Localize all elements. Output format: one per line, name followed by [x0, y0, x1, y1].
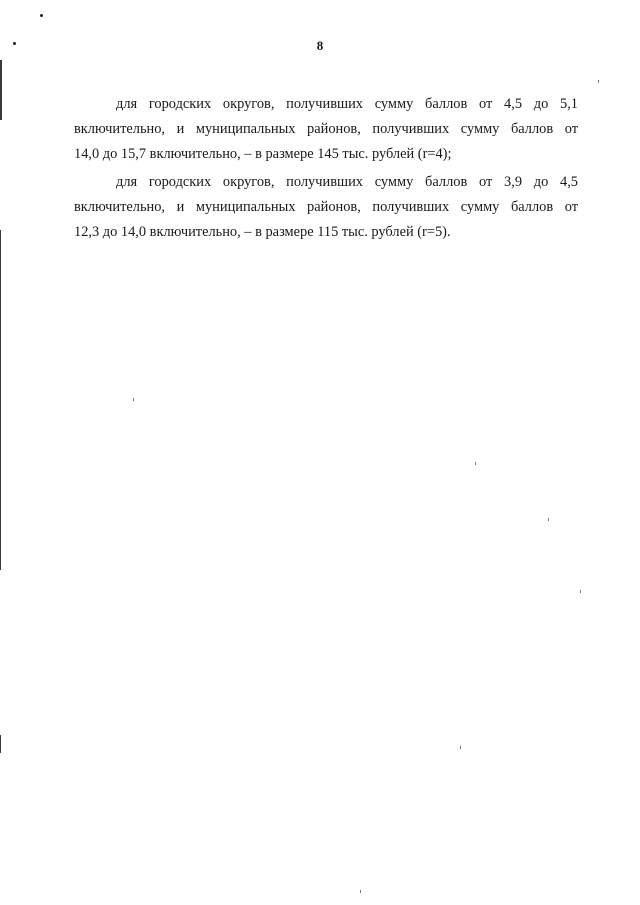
paragraph	[74, 170, 578, 245]
paragraph-line: 14,0 до 15,7 включительно, – в размере 145 тыс. рублей (r=4);	[74, 146, 452, 162]
scan-speck	[360, 890, 361, 893]
scan-margin-mark	[0, 60, 2, 120]
scan-speck	[548, 518, 549, 521]
paragraph	[74, 92, 578, 167]
scan-margin-mark	[0, 735, 1, 753]
scan-speck	[598, 80, 599, 83]
scan-speck	[460, 746, 461, 749]
scan-margin-mark	[0, 230, 1, 570]
paragraph-line: включительно, и муниципальных районов, получивших сумму баллов от	[74, 121, 578, 137]
paragraph-line: для городских округов, получивших сумму баллов от 3,9 до 4,5	[116, 174, 578, 190]
scan-speck	[133, 398, 134, 401]
scan-dot	[40, 14, 43, 17]
page-number: 8	[316, 38, 324, 53]
paragraph-line: 12,3 до 14,0 включительно, – в размере 115 тыс. рублей (r=5).	[74, 224, 451, 240]
scan-speck	[475, 462, 476, 465]
scan-speck	[580, 590, 581, 593]
paragraph-line: для городских округов, получивших сумму баллов от 4,5 до 5,1	[116, 96, 578, 112]
paragraph-line: включительно, и муниципальных районов, получивших сумму баллов от	[74, 199, 578, 215]
